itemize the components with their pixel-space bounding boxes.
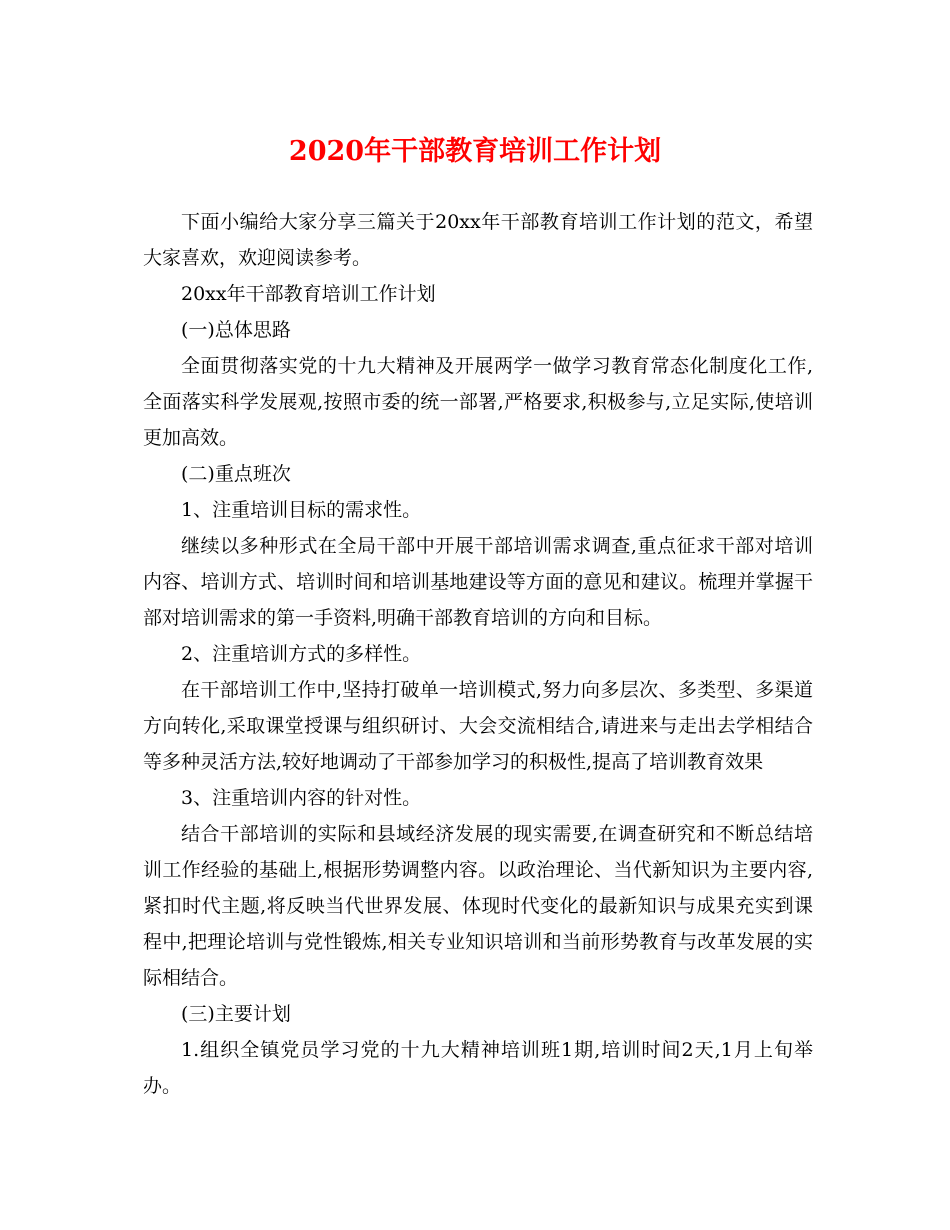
subheading-pertinence: 3、注重培训内容的针对性。 xyxy=(181,787,422,809)
document-title: 2020年干部教育培训工作计划 xyxy=(288,136,662,167)
paragraph-diversity: 在干部培训工作中,坚持打破单一培训模式,努力向多层次、多类型、多渠道方向转化,采取课堂授课与组织研讨、大会交流相结合,请进来与走出去学相结合等多种灵活方法,较好地调动了干部参加学习的积极性,提高了培训教育效果 xyxy=(143,679,813,773)
paragraph-plan-item-1: 1.组织全镇党员学习党的十九大精神培训班1期,培训时间2天,1月上旬举办。 xyxy=(143,1039,813,1097)
section-heading-key-classes: (二)重点班次 xyxy=(181,463,291,485)
paragraph-overall-idea: 全面贯彻落实党的十九大精神及开展两学一做学习教育常态化制度化工作,全面落实科学发展观,按照市委的统一部署,严格要求,积极参与,立足实际,使培训更加高效。 xyxy=(143,355,813,449)
section-heading-overall-idea: (一)总体思路 xyxy=(181,319,291,341)
subheading-demand: 1、注重培训目标的需求性。 xyxy=(181,499,422,521)
paragraph-pertinence: 结合干部培训的实际和县域经济发展的现实需要,在调查研究和不断总结培训工作经验的基础上,根据形势调整内容。以政治理论、当代新知识为主要内容,紧扣时代主题,将反映当代世界发展、体现时代变化的最新知识与成果充实到课程中,把理论培训与党性锻炼,相关专业知识培训和当前形势教育与改革发展的实际相结合。 xyxy=(143,823,813,989)
paragraph-demand: 继续以多种形式在全局干部中开展干部培训需求调查,重点征求干部对培训内容、培训方式、培训时间和培训基地建设等方面的意见和建议。梳理并掌握干部对培训需求的第一手资料,明确干部教育培训的方向和目标。 xyxy=(143,535,813,629)
subheading-diversity: 2、注重培训方式的多样性。 xyxy=(181,643,422,665)
document-body xyxy=(143,204,813,1104)
section-heading-main-plan: (三)主要计划 xyxy=(181,1003,291,1025)
paragraph-plan-title: 20xx年干部教育培训工作计划 xyxy=(181,283,436,305)
paragraph-intro: 下面小编给大家分享三篇关于20xx年干部教育培训工作计划的范文，希望大家喜欢，欢迎阅读参考。 xyxy=(143,211,813,269)
